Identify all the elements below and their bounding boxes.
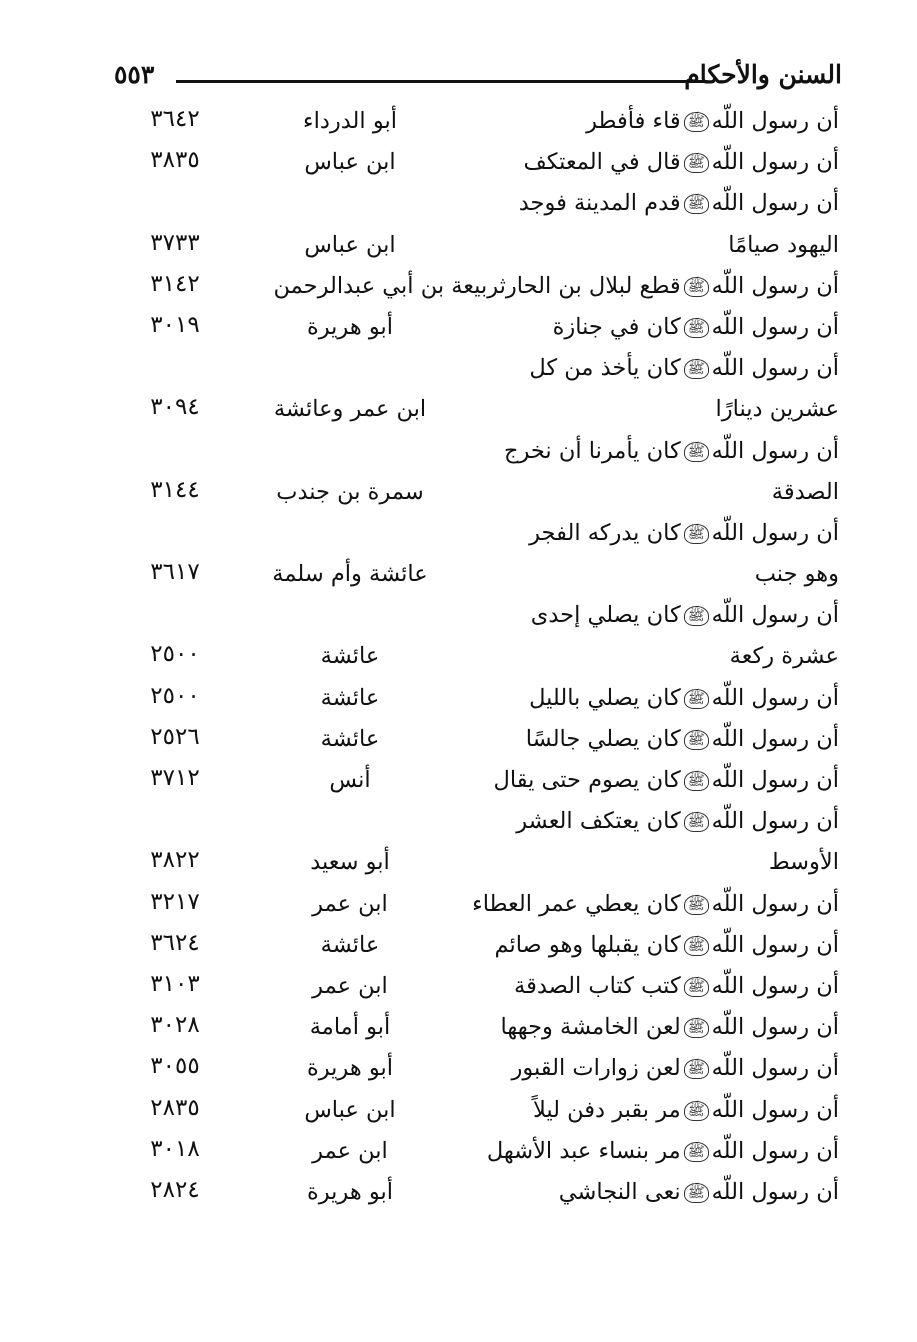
- hadith-number: ٢٨٢٤: [150, 1176, 200, 1203]
- incipit-continuation: لعن الخامشة وجهها: [500, 1014, 681, 1041]
- honorific-glyph: ﷺ: [684, 153, 709, 173]
- hadith-number: ٢٥٢٦: [150, 723, 200, 750]
- hadith-incipit: [501, 1014, 840, 1040]
- narrator-name: أبو أمامة: [309, 1014, 391, 1041]
- incipit-text: عشرة ركعة: [729, 643, 839, 670]
- hadith-number: ٢٨٣٥: [150, 1094, 200, 1121]
- index-row: [0, 104, 917, 145]
- hadith-number: ٣٠١٨: [150, 1135, 200, 1162]
- index-row: [0, 887, 917, 928]
- index-row: [0, 145, 917, 186]
- incipit-continuation: كان يقبلها وهو صائم: [494, 931, 681, 958]
- honorific-glyph: ﷺ: [684, 771, 709, 791]
- incipit-text: أن رسول اللّه: [711, 313, 839, 340]
- hadith-incipit: [511, 1055, 839, 1081]
- narrator-name: ابن عباس: [304, 149, 396, 176]
- incipit-continuation: مر بنساء عبد الأشهل: [486, 1137, 681, 1164]
- incipit-text: أن رسول اللّه: [711, 890, 839, 917]
- hadith-incipit: [472, 891, 839, 917]
- index-row: [0, 269, 917, 310]
- incipit-continuation: قاء فأفطر: [586, 108, 681, 134]
- hadith-incipit: [529, 685, 839, 711]
- incipit-text: أن رسول اللّه: [711, 725, 839, 752]
- narrator-name: ابن عمر وعائشة: [273, 396, 427, 423]
- hadith-number: ٣٦٤٢: [150, 106, 200, 132]
- index-row: [0, 598, 917, 639]
- incipit-continuation: نعى النجاشي: [558, 1178, 681, 1205]
- incipit-text: أن رسول اللّه: [711, 1014, 839, 1041]
- hadith-incipit: [716, 396, 840, 422]
- index-row: [0, 1134, 917, 1175]
- hadith-incipit: [504, 438, 839, 464]
- hadith-incipit: [529, 520, 839, 546]
- hadith-incipit: [494, 932, 839, 958]
- hadith-number: ٣٠٢٨: [150, 1012, 200, 1039]
- honorific-glyph: ﷺ: [684, 318, 709, 338]
- honorific-glyph: ﷺ: [684, 1183, 709, 1203]
- index-row: [0, 186, 917, 227]
- narrator-name: ابن عباس: [304, 1096, 396, 1123]
- incipit-continuation: لعن زوارات القبور: [511, 1055, 681, 1082]
- hadith-incipit: [487, 1138, 839, 1164]
- incipit-text: أن رسول اللّه: [711, 272, 839, 299]
- hadith-index-list: [0, 104, 917, 1216]
- index-row: [0, 928, 917, 969]
- honorific-glyph: ﷺ: [684, 524, 709, 544]
- index-row: [0, 557, 917, 598]
- incipit-text: أن رسول اللّه: [711, 684, 839, 711]
- incipit-continuation: كان يصلي بالليل: [529, 684, 681, 711]
- narrator-name: أبو هريرة: [306, 1178, 394, 1205]
- index-row: [0, 639, 917, 680]
- honorific-glyph: ﷺ: [684, 812, 709, 832]
- incipit-text: عشرين دينارًا: [715, 396, 839, 423]
- honorific-glyph: ﷺ: [684, 689, 709, 709]
- incipit-continuation: كان يأمرنا أن نخرج: [503, 437, 681, 464]
- hadith-incipit: [519, 190, 839, 216]
- incipit-text: أن رسول اللّه: [711, 355, 839, 382]
- index-row: [0, 804, 917, 845]
- honorific-glyph: ﷺ: [684, 1101, 709, 1121]
- honorific-glyph: ﷺ: [684, 977, 709, 997]
- hadith-number: ٣٧٣٣: [150, 229, 200, 256]
- hadith-incipit: [728, 232, 839, 258]
- hadith-number: ٣٦١٧: [150, 559, 200, 586]
- hadith-incipit: [514, 973, 839, 999]
- hadith-incipit: [559, 1179, 839, 1205]
- hadith-incipit: [586, 108, 839, 134]
- narrator-name: سمرة بن جندب: [276, 478, 424, 505]
- hadith-number: ٣٠٥٥: [150, 1053, 200, 1080]
- index-row: [0, 392, 917, 433]
- narrator-name: عائشة: [320, 643, 380, 670]
- incipit-continuation: كان يدركه الفجر: [529, 519, 681, 546]
- page-number: ٥٥٣: [114, 60, 155, 89]
- hadith-incipit: [526, 726, 839, 752]
- incipit-text: وهو جنب: [754, 561, 839, 588]
- incipit-continuation: كان يأخذ من كل: [529, 355, 681, 382]
- incipit-continuation: كان يصلي إحدى: [530, 602, 681, 629]
- index-row: [0, 969, 917, 1010]
- header-rule: [176, 80, 707, 83]
- hadith-number: ٣٢١٧: [150, 888, 200, 915]
- index-row: [0, 1051, 917, 1092]
- hadith-number: ٣٨٣٥: [150, 147, 200, 174]
- narrator-name: عائشة وأم سلمة: [272, 561, 428, 588]
- hadith-incipit: [730, 643, 839, 669]
- honorific-glyph: ﷺ: [684, 895, 709, 915]
- index-row: [0, 1093, 917, 1134]
- incipit-continuation: كان يعطي عمر العطاء: [472, 890, 681, 917]
- incipit-text: الأوسط: [768, 849, 839, 876]
- hadith-number: ٢٥٠٠: [150, 641, 200, 668]
- index-row: [0, 681, 917, 722]
- narrator-name: ابن عمر: [312, 1137, 388, 1164]
- narrator-name: عائشة: [320, 725, 380, 752]
- incipit-continuation: قطع لبلال بن الحارثربيعة بن أبي عبدالرحمن: [273, 272, 681, 299]
- narrator-name: أنس: [329, 767, 371, 793]
- narrator-name: ابن عمر: [312, 972, 388, 999]
- hadith-number: ٣٦٢٤: [150, 929, 200, 956]
- hadith-incipit: [531, 602, 839, 628]
- hadith-number: ٣٠١٩: [150, 311, 200, 338]
- incipit-text: اليهود صيامًا: [728, 231, 839, 258]
- incipit-text: أن رسول اللّه: [711, 808, 839, 835]
- index-row: [0, 763, 917, 804]
- narrator-name: ابن عباس: [304, 231, 396, 258]
- index-row: [0, 310, 917, 351]
- incipit-text: أن رسول اللّه: [711, 1055, 839, 1082]
- incipit-continuation: قدم المدينة فوجد: [518, 190, 681, 217]
- narrator-name: أبو الدرداء: [303, 108, 397, 134]
- incipit-continuation: مر بقبر دفن ليلاً: [532, 1096, 681, 1123]
- hadith-incipit: [516, 808, 839, 834]
- narrator-name: أبو هريرة: [306, 1055, 394, 1082]
- hadith-number: ٢٥٠٠: [150, 682, 200, 709]
- narrator-name: أبو سعيد: [310, 849, 390, 876]
- hadith-incipit: [494, 767, 840, 793]
- hadith-number: ٣١٠٣: [150, 970, 200, 997]
- hadith-number: ٣١٤٤: [150, 476, 200, 503]
- incipit-text: أن رسول اللّه: [711, 1137, 839, 1164]
- incipit-text: أن رسول اللّه: [711, 190, 839, 217]
- incipit-text: أن رسول اللّه: [711, 437, 839, 464]
- incipit-continuation: كان يصلي جالسًا: [525, 725, 681, 752]
- incipit-continuation: كتب كتاب الصدقة: [514, 972, 681, 999]
- incipit-continuation: كان يعتكف العشر: [516, 808, 681, 835]
- narrator-name: أبو هريرة: [306, 313, 394, 340]
- hadith-number: ٣٠٩٤: [150, 394, 200, 421]
- narrator-name: عائشة: [320, 931, 380, 958]
- running-title: السنن والأحكام: [684, 60, 842, 89]
- hadith-incipit: [772, 479, 839, 505]
- index-row: [0, 1175, 917, 1216]
- honorific-glyph: ﷺ: [684, 277, 709, 297]
- hadith-incipit: [523, 149, 839, 175]
- incipit-text: أن رسول اللّه: [711, 149, 839, 176]
- incipit-text: أن رسول اللّه: [711, 1178, 839, 1205]
- index-row: [0, 475, 917, 516]
- honorific-glyph: ﷺ: [684, 1142, 709, 1162]
- incipit-continuation: كان في جنازة: [552, 313, 681, 340]
- honorific-glyph: ﷺ: [684, 1018, 709, 1038]
- honorific-glyph: ﷺ: [684, 359, 709, 379]
- hadith-incipit: [553, 314, 839, 340]
- narrator-name: ابن عمر: [312, 890, 388, 917]
- honorific-glyph: ﷺ: [684, 112, 709, 132]
- incipit-text: أن رسول اللّه: [711, 602, 839, 629]
- page-header: [110, 58, 842, 98]
- honorific-glyph: ﷺ: [684, 606, 709, 626]
- honorific-glyph: ﷺ: [684, 1059, 709, 1079]
- incipit-continuation: كان يصوم حتى يقال: [493, 767, 681, 793]
- index-row: [0, 434, 917, 475]
- index-row: [0, 845, 917, 886]
- hadith-incipit: [529, 355, 839, 381]
- incipit-text: الصدقة: [771, 478, 839, 505]
- honorific-glyph: ﷺ: [684, 442, 709, 462]
- honorific-glyph: ﷺ: [684, 194, 709, 214]
- hadith-incipit: [533, 1097, 839, 1123]
- narrator-name: عائشة: [320, 684, 380, 711]
- index-row: [0, 351, 917, 392]
- honorific-glyph: ﷺ: [684, 730, 709, 750]
- hadith-incipit: [755, 561, 839, 587]
- index-row: [0, 516, 917, 557]
- index-row: [0, 1010, 917, 1051]
- incipit-text: أن رسول اللّه: [711, 972, 839, 999]
- hadith-number: ٣٧١٢: [150, 765, 200, 791]
- hadith-incipit: [769, 849, 839, 875]
- hadith-number: ٣٨٢٢: [150, 847, 200, 874]
- incipit-continuation: قال في المعتكف: [523, 149, 681, 176]
- index-row: [0, 228, 917, 269]
- incipit-text: أن رسول اللّه: [711, 931, 839, 958]
- index-row: [0, 722, 917, 763]
- hadith-number: ٣١٤٢: [150, 270, 200, 297]
- honorific-glyph: ﷺ: [684, 936, 709, 956]
- incipit-text: أن رسول اللّه: [711, 1096, 839, 1123]
- incipit-text: أن رسول اللّه: [711, 767, 839, 793]
- hadith-incipit: [274, 273, 839, 299]
- incipit-text: أن رسول اللّه: [711, 108, 839, 134]
- incipit-text: أن رسول اللّه: [711, 519, 839, 546]
